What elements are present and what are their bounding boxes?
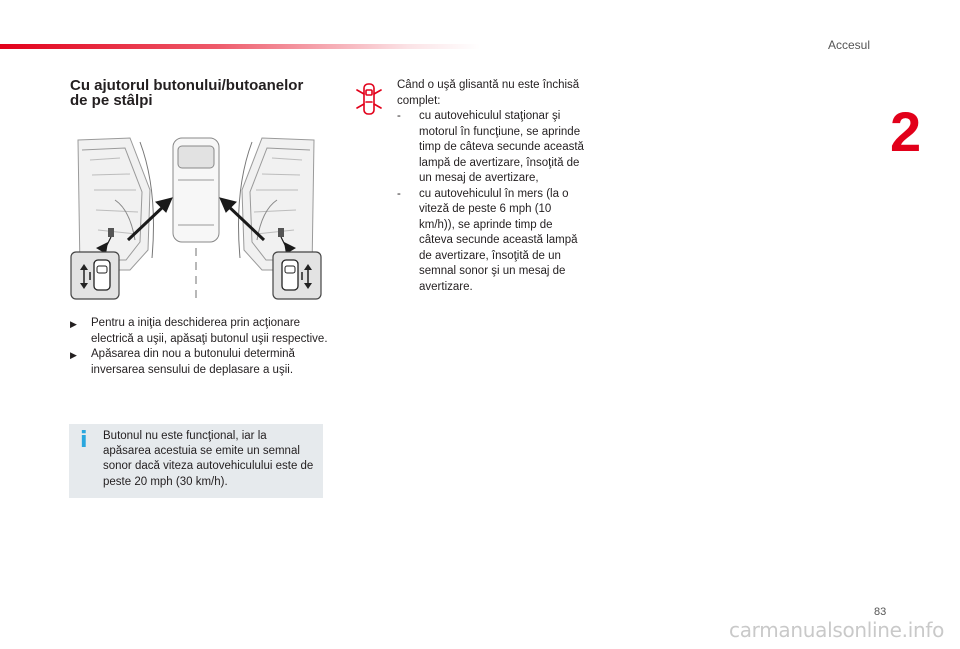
list-item bbox=[397, 187, 587, 296]
van-pillar-buttons-illustration bbox=[70, 130, 322, 302]
info-box bbox=[69, 424, 323, 498]
instruction-list bbox=[70, 316, 330, 378]
dash-marker: - bbox=[397, 110, 401, 122]
dash-marker: - bbox=[397, 187, 401, 200]
list-item bbox=[70, 316, 330, 347]
door-open-warning-icon bbox=[354, 82, 384, 116]
sliding-door-button-left-icon bbox=[71, 252, 119, 299]
info-icon: i bbox=[80, 428, 88, 453]
sliding-door-button-right-icon bbox=[273, 252, 321, 299]
warning-list bbox=[397, 109, 587, 295]
warning-item-text: cu autovehiculul staţionar şi motorul în funcţiune, se aprinde timp de câteva secunde această lampă de avertizare, însoţită de un mesaj de avertizare, bbox=[419, 110, 584, 184]
instruction-text: Pentru a iniţia deschiderea prin acţionare electrică a uşii, apăsaţi butonul uşii respective. bbox=[91, 317, 328, 345]
watermark: carmanualsonline.info bbox=[729, 618, 945, 642]
chapter-number: 2 bbox=[890, 100, 922, 163]
section-heading bbox=[70, 78, 340, 108]
bullet-icon: ▶ bbox=[70, 319, 77, 329]
heading-line-2: de pe stâlpi bbox=[70, 92, 153, 109]
heading-line-1: Cu ajutorul butonului/butoanelor bbox=[70, 77, 304, 94]
warning-description bbox=[397, 78, 587, 295]
warning-item-text: cu autovehiculul în mers (la o viteză de peste 6 mph (10 km/h)), se aprinde timp de câteva secunde această lampă de avertizare, însoţită de un semnal sonor şi un mesaj de avertizare. bbox=[419, 187, 578, 293]
info-text: Butonul nu este funcţional, iar la apăsarea acestuia se emite un semnal sonor dacă viteza autovehiculului este de peste 20 mph (30 km/h). bbox=[103, 430, 314, 488]
header-red-bar bbox=[0, 44, 480, 49]
page-number: 83 bbox=[874, 606, 887, 618]
section-title: Accesul bbox=[828, 38, 871, 52]
warning-intro: Când o uşă glisantă nu este închisă complet: bbox=[397, 79, 580, 107]
list-item bbox=[70, 347, 330, 378]
bullet-icon: ▶ bbox=[70, 350, 77, 360]
instruction-text: Apăsarea din nou a butonului determină inversarea sensului de deplasare a uşii. bbox=[91, 348, 295, 376]
list-item bbox=[397, 109, 587, 187]
